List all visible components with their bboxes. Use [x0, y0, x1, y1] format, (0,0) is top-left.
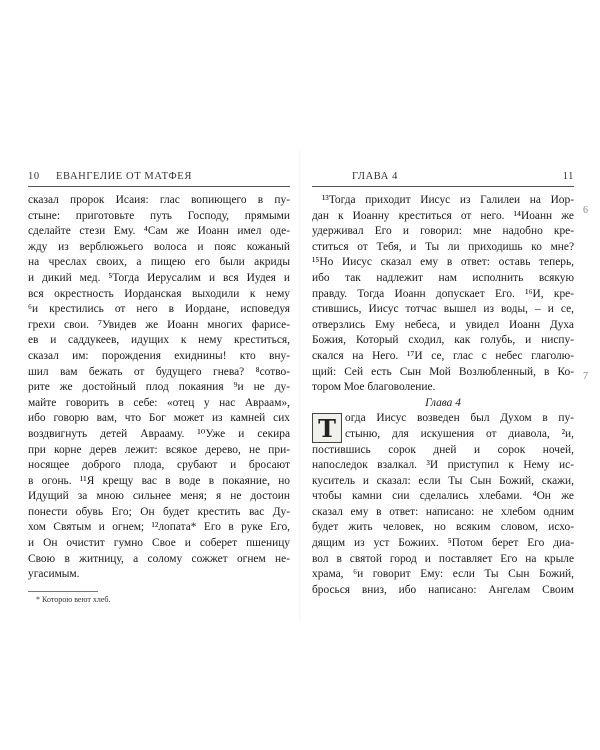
text-line: на чреслах своих, а пищею его были акриды — [28, 256, 290, 269]
text-line: будет жить человек, но всяким словом, исхо- — [312, 521, 574, 534]
text-line: дящим из уст Божиих. ⁵Потом берет Его диа- — [312, 537, 574, 550]
text-line: рите же достойный плод покаяния ⁹и не ду- — [28, 381, 290, 394]
text-line: ⁶и крестились от него в Иордане, исповедуя — [28, 303, 290, 316]
margin-verse-number: 7 — [583, 371, 588, 382]
text-line: ибо говорю вам, что Бог может из камней сих — [28, 412, 290, 425]
text-line: при корне дерев лежит: всякое дерево, не при- — [28, 443, 290, 456]
text-line: скался на Него. ¹⁷И се, глас с небес глаголю- — [312, 349, 574, 362]
text-line: сделайте стези Ему. ⁴Сам же Иоанн имел оде- — [28, 225, 290, 238]
right-text-after-chapter — [312, 443, 574, 599]
text-line: майте говорить в себе: «отец у нас Авраам», — [28, 396, 290, 409]
text-line: правду. Тогда Иоанн допускает Его. ¹⁶И, кре- — [312, 287, 574, 300]
text-line: стившись, Иисус тотчас вышел из воды, – и се, — [312, 303, 574, 316]
text-line: и дикий мед. ⁵Тогда Иерусалим и вся Иудея и — [28, 271, 290, 284]
drop-cap-lines — [312, 411, 574, 442]
text-line: бросься вниз, ибо написано: Ангелам Своим — [312, 583, 574, 596]
text-line: носящее доброго плода, срубают и бросают — [28, 459, 290, 472]
text-line: сказал им: порождения ехиднины! кто вну- — [28, 349, 290, 362]
text-line: и Он очистит гумно Свое и соберет пшеницу — [28, 537, 290, 550]
right-running-head — [312, 170, 574, 187]
text-line: понести обувь Его; Он будет крестить вас Ду- — [28, 505, 290, 518]
text-line: сказал пророк Исаия: глас вопиющего в пу- — [28, 194, 290, 206]
gutter-shadow — [299, 150, 301, 620]
text-line: отверзлись Ему небеса, и увидел Иоанн Духа — [312, 318, 574, 331]
text-line: огда Иисус возведен был Духом в пу- — [345, 412, 574, 425]
left-running-title: ЕВАНГЕЛИЕ ОТ МАТФЕЯ — [56, 171, 192, 182]
margin-verse-number: 6 — [583, 205, 588, 216]
text-line: стыне: приготовьте путь Господу, прямыми — [28, 209, 290, 222]
text-line: ¹⁵Но Иисус сказал ему в ответ: оставь теперь, — [312, 256, 574, 269]
text-line: грехи свои. ⁷Увидев же Иоанн многих фарисе- — [28, 318, 290, 331]
right-text-before-chapter — [312, 193, 574, 396]
text-line: жду из верблюжьего волоса и пояс кожаный — [28, 240, 290, 253]
text-line: куситель и сказал: если Ты Сын Божий, скажи, — [312, 474, 574, 487]
footnote: * Которою веют хлеб. — [36, 594, 111, 604]
text-line: тором Мое благоволение. — [312, 381, 436, 394]
text-line: в огонь. ¹¹Я крещу вас в воде в покаяние, но — [28, 474, 290, 487]
text-line: ститься от Тебя, и Ты ли приходишь ко мне? — [312, 240, 574, 253]
right-page — [312, 170, 574, 610]
right-page-number: 11 — [562, 171, 574, 182]
right-running-title: ГЛАВА 4 — [352, 171, 398, 182]
text-line: воздвигнуть детей Аврааму. ¹⁰Уже и секира — [28, 427, 290, 440]
text-line: угасимым. — [28, 568, 80, 581]
text-line: вся окрестность Иорданская выходили к нему — [28, 287, 290, 300]
text-line: Идущий за мною сильнее меня; я не достоин — [28, 490, 290, 503]
text-line: щий: Сей есть Сын Мой Возлюбленный, в Ко- — [312, 365, 574, 378]
drop-cap-initial: Т — [312, 413, 342, 443]
text-line: ибо так надлежит нам исполнить всякую — [312, 271, 574, 284]
text-line: Божия, Который сходил, как голубь, и ниспу- — [312, 334, 574, 347]
text-line: храма, ⁶и говорит Ему: если Ты Сын Божий, — [312, 568, 574, 581]
left-running-head — [28, 170, 290, 187]
text-line: ¹³Тогда приходит Иисус из Галилеи на Иор- — [322, 194, 574, 206]
left-page-text — [28, 193, 290, 583]
text-line: стыню, для искушения от диавола, ²и, — [345, 427, 574, 440]
text-line: напоследок взалкал. ³И приступил к Нему ис- — [312, 459, 574, 472]
text-line: чтобы камни сии сделались хлебами. ⁴Он же — [312, 490, 574, 503]
text-line: ев и саддукеев, идущих к нему креститься, — [28, 334, 290, 347]
text-line: постившись сорок дней и сорок ночей, — [312, 443, 574, 456]
text-line: удерживал Его и говорил: мне надобно кре- — [312, 225, 574, 238]
text-line: хом Святым и огнем; ¹²лопата* Его в руке Его, — [28, 521, 290, 534]
text-line: сказал ему в ответ: написано: не хлебом одним — [312, 505, 574, 518]
left-page-number: 10 — [28, 171, 40, 182]
chapter-opening — [312, 411, 574, 442]
text-line: Свою в житницу, а солому сожжет огнем не- — [28, 552, 290, 565]
right-page-text — [312, 193, 574, 598]
chapter-heading: Глава 4 — [425, 396, 461, 409]
text-line: вол в святой город и поставляет Его на крыле — [312, 552, 574, 565]
left-page — [28, 170, 290, 610]
footnote-rule — [28, 591, 98, 592]
text-line: дан к Иоанну креститься от него. ¹⁴Иоанн же — [312, 209, 574, 222]
text-line: шил вам бежать от будущего гнева? ⁸сотво- — [28, 365, 290, 378]
